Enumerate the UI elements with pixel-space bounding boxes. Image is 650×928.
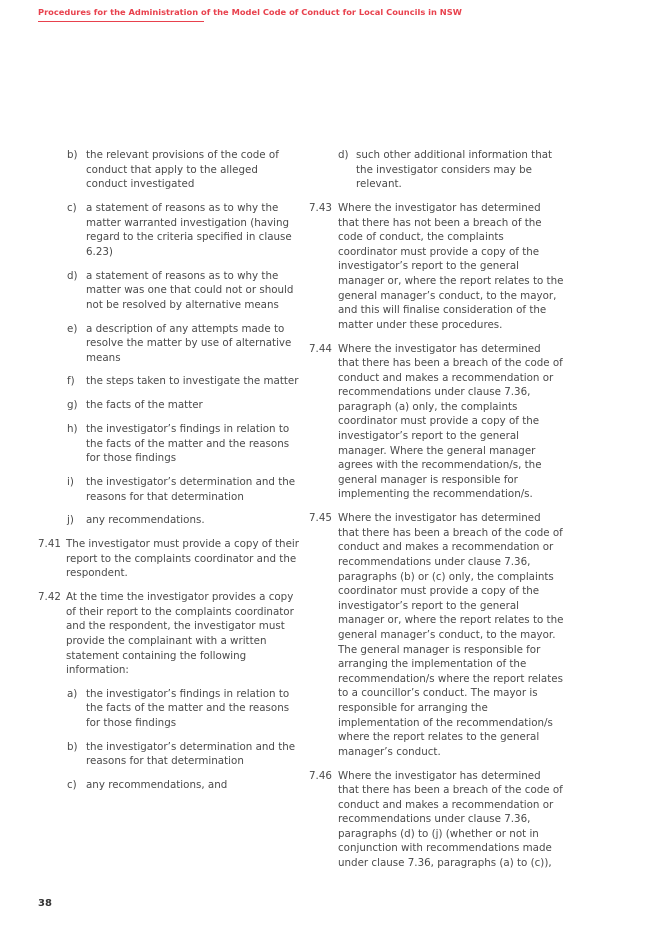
left-column <box>38 148 300 802</box>
right-column <box>309 148 564 880</box>
clause-number: c) <box>67 779 77 792</box>
clause-number: h) <box>67 423 78 436</box>
sub-clause-item <box>309 148 564 192</box>
clause-item <box>309 201 564 332</box>
sub-clause-item <box>38 422 300 466</box>
clause-text: the investigator’s determination and the reasons for that determination <box>86 740 296 768</box>
sub-clause-item <box>38 513 300 528</box>
clause-text: any recommendations. <box>86 514 205 527</box>
clause-text: Where the investigator has determined that there has not been a breach of the code of conduct, the complaints coordinator must provide a copy of the investigator’s report to the general manager or, where the report relates to the general manager’s conduct, to the mayor, and this will finalise consideration of the matter under these procedures. <box>338 201 564 331</box>
clause-text: such other additional information that the investigator considers may be relevant. <box>356 149 553 191</box>
header-rule <box>38 21 204 22</box>
sub-clause-item <box>38 374 300 389</box>
clause-number: d) <box>338 149 349 161</box>
clause-number: b) <box>67 149 78 161</box>
clause-item <box>309 511 564 759</box>
clause-text: a statement of reasons as to why the matter was one that could not or should not be resolved by alternative means <box>86 269 294 311</box>
clause-text: the investigator’s findings in relation to the facts of the matter and the reasons for those findings <box>86 423 290 465</box>
clause-number: d) <box>67 269 78 282</box>
clause-item <box>309 769 564 871</box>
clause-number: g) <box>67 399 78 412</box>
clause-number: j) <box>67 514 74 527</box>
clause-text: a description of any attempts made to resolve the matter by use of alternative means <box>86 322 292 364</box>
sub-clause-item <box>38 740 300 769</box>
clause-text: the facts of the matter <box>86 399 203 412</box>
sub-clause-item <box>38 778 300 793</box>
sub-clause-item <box>38 475 300 504</box>
clause-number: 7.45 <box>309 512 332 525</box>
clause-text: the investigator’s findings in relation to the facts of the matter and the reasons for those findings <box>86 687 290 730</box>
running-header: Procedures for the Administration of the Model Code of Conduct for Local Councils in NSW <box>38 7 462 17</box>
clause-text: Where the investigator has determined that there has been a breach of the code of conduct and makes a recommendation or recommendations under clause 7.36, paragraph (a) only, the complaints coordinator must provide a copy of the investigator’s report to the general manager. Where the general manager agrees with the recommendation/s, the general manager is responsible for implementing the recommendation/s. <box>338 342 563 501</box>
clause-text: the steps taken to investigate the matter <box>86 375 299 388</box>
clause-number: 7.43 <box>309 201 332 214</box>
clause-item <box>38 590 300 678</box>
clause-text: any recommendations, and <box>86 779 228 792</box>
clause-number: 7.44 <box>309 342 332 355</box>
clause-text: The investigator must provide a copy of their report to the complaints coordinator and the respondent. <box>66 538 300 580</box>
clause-number: e) <box>67 322 78 335</box>
clause-number: f) <box>67 375 75 388</box>
clause-text: a statement of reasons as to why the matter warranted investigation (having regard to the criteria specified in clause 6.23) <box>86 201 292 258</box>
clause-item <box>38 537 300 581</box>
clause-number: 7.46 <box>309 769 332 782</box>
sub-clause-item <box>38 687 300 731</box>
clause-number: i) <box>67 476 74 488</box>
sub-clause-item <box>38 269 300 313</box>
clause-item <box>309 342 564 503</box>
clause-text: the relevant provisions of the code of conduct that apply to the alleged conduct investigated <box>86 149 279 191</box>
clause-number: c) <box>67 201 77 214</box>
sub-clause-item <box>38 322 300 366</box>
clause-text: Where the investigator has determined that there has been a breach of the code of conduct and makes a recommendation or recommendations under clause 7.36, paragraphs (d) to (j) (whether or not in conjunction with recommendations made under clause 7.36, paragraphs (a) to (c)), <box>338 769 563 870</box>
clause-text: Where the investigator has determined that there has been a breach of the code of conduct and makes a recommendation or recommendations under clause 7.36, paragraphs (b) or (c) only, the complaints coordinator must provide a copy of the investigator’s report to the general manager or, where the report relates to the general manager’s conduct, to the mayor. The general manager is responsible for arranging the implementation of the recommendation/s where the report relates to a councillor’s conduct. The mayor is responsible for arranging the implementation of the recommendation/s where the report relates to the general manager’s conduct. <box>338 512 564 758</box>
sub-clause-item <box>38 201 300 259</box>
clause-number: a) <box>67 687 78 700</box>
clause-number: 7.42 <box>38 591 61 604</box>
sub-clause-item <box>38 148 300 192</box>
clause-number: b) <box>67 740 78 753</box>
page-number: 38 <box>38 898 52 909</box>
sub-clause-item <box>38 398 300 413</box>
clause-text: the investigator’s determination and the reasons for that determination <box>86 476 296 503</box>
clause-text: At the time the investigator provides a copy of their report to the complaints coordinator and the respondent, the investigator must provide the complainant with a written statement containing the following information: <box>66 591 294 677</box>
clause-number: 7.41 <box>38 538 61 551</box>
